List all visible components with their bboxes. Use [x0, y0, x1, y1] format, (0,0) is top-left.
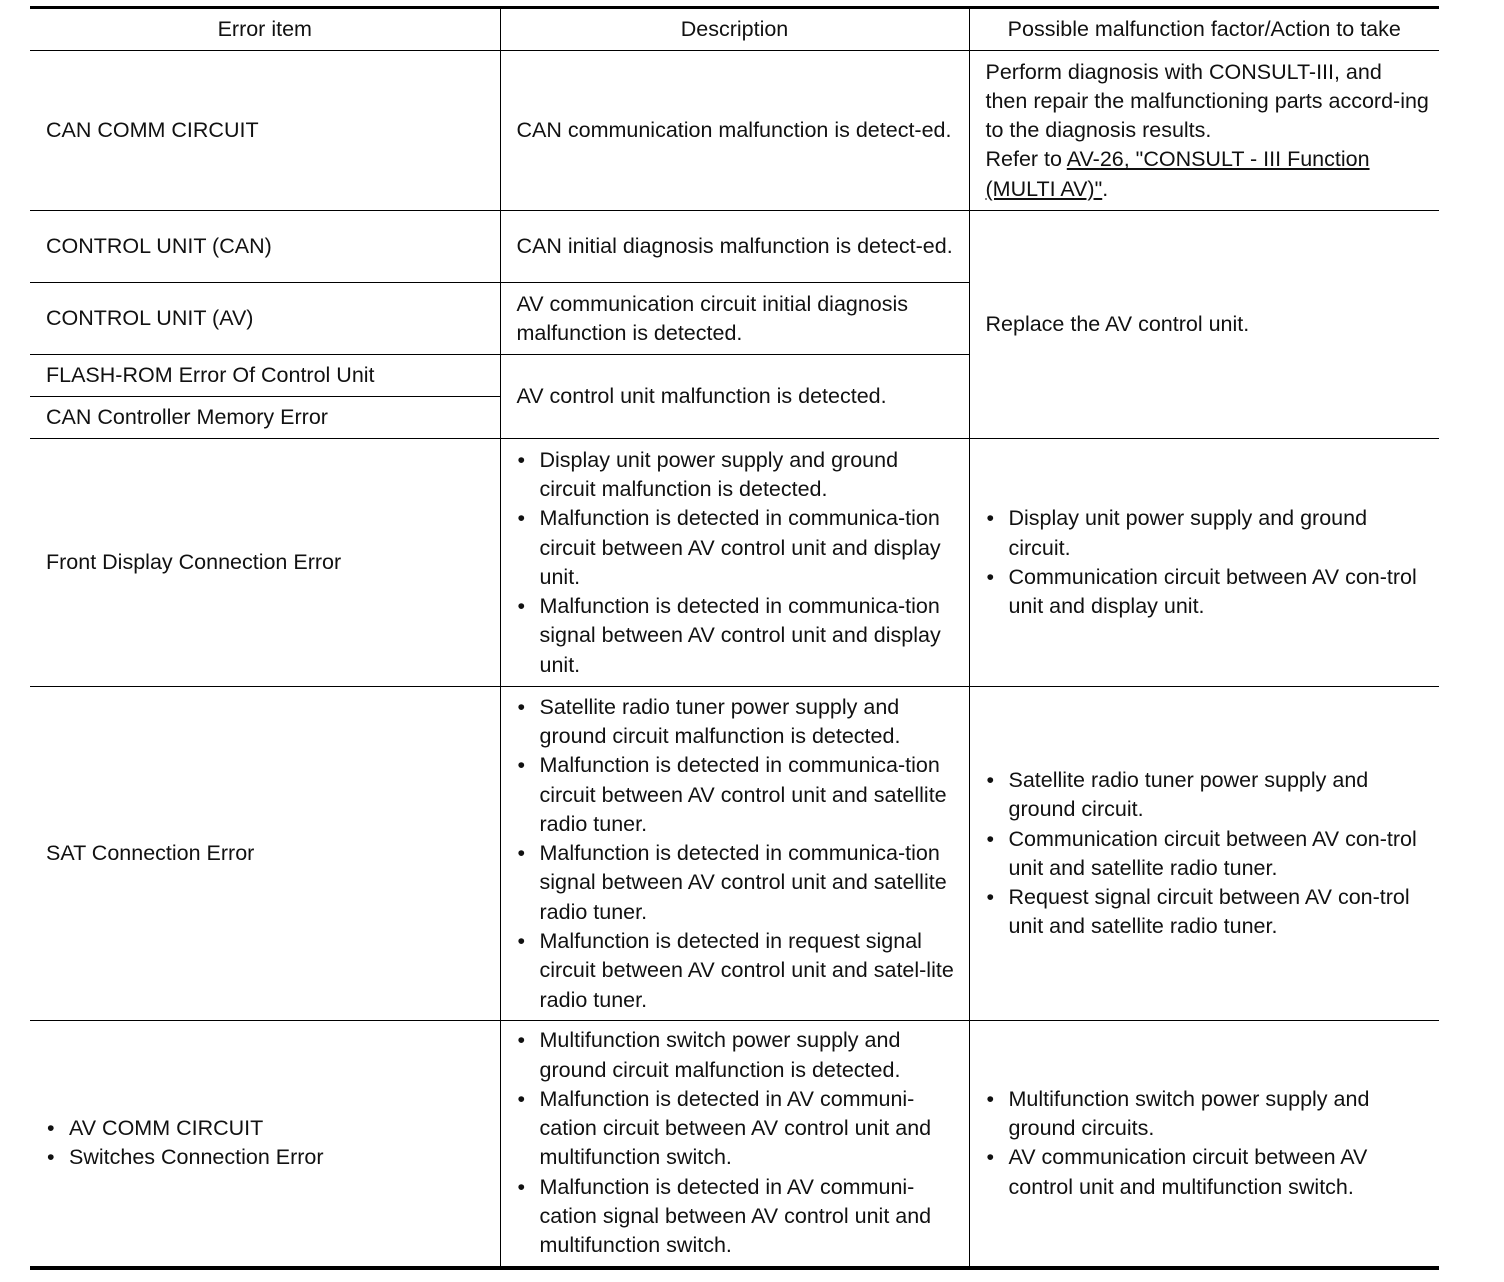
table-row [30, 51, 1439, 211]
list-item: • AV COMM CIRCUIT [46, 1114, 490, 1143]
list-item: • Malfunction is detected in AV communi-cation signal between AV control unit and multifunction switch. [517, 1173, 959, 1261]
action-cell [969, 1021, 1439, 1268]
description-list [517, 446, 959, 680]
error-item-cell: FLASH-ROM Error Of Control Unit [30, 355, 500, 397]
description-cell: AV control unit malfunction is detected. [500, 355, 969, 439]
description-cell: AV communication circuit initial diagnosis malfunction is detected. [500, 283, 969, 355]
error-item-cell [30, 1021, 500, 1268]
refer-suffix: . [1102, 176, 1109, 201]
header-row [30, 8, 1439, 51]
list-item: • Switches Connection Error [46, 1143, 490, 1172]
list-item: • Communication circuit between AV con-trol unit and display unit. [986, 563, 1430, 622]
error-item-list [46, 1114, 490, 1173]
error-item-cell: Front Display Connection Error [30, 439, 500, 687]
list-item: • Malfunction is detected in AV communi-cation circuit between AV control unit and multifunction switch. [517, 1085, 959, 1173]
error-item-cell: CAN COMM CIRCUIT [30, 51, 500, 211]
list-item: • Display unit power supply and ground circuit. [986, 504, 1430, 563]
description-cell [500, 439, 969, 687]
description-cell: CAN communication malfunction is detect-ed. [500, 51, 969, 211]
header-description: Description [500, 8, 969, 51]
list-item: • Satellite radio tuner power supply and ground circuit malfunction is detected. [517, 693, 959, 752]
action-cell [969, 51, 1439, 211]
table-row [30, 1021, 1439, 1268]
header-action: Possible malfunction factor/Action to take [969, 8, 1439, 51]
description-list [517, 1026, 959, 1260]
list-item: • Display unit power supply and ground circuit malfunction is detected. [517, 446, 959, 505]
action-cell: Replace the AV control unit. [969, 211, 1439, 439]
description-list [517, 693, 959, 1015]
table-row [30, 439, 1439, 687]
consult-function-link[interactable]: AV-26, "CONSULT - III Function (MULTI AV)" [985, 147, 1370, 201]
error-item-cell: CONTROL UNIT (CAN) [30, 211, 500, 283]
list-item: • Multifunction switch power supply and ground circuits. [986, 1085, 1430, 1144]
table-row [30, 211, 1439, 283]
action-list [986, 766, 1430, 942]
list-item: • Malfunction is detected in communica-tion signal between AV control unit and display unit. [517, 592, 959, 680]
error-diagnosis-table [30, 6, 1439, 1270]
error-item-cell: CONTROL UNIT (AV) [30, 283, 500, 355]
list-item: • Multifunction switch power supply and ground circuit malfunction is detected. [517, 1026, 959, 1085]
description-cell [500, 687, 969, 1021]
action-cell [969, 687, 1439, 1021]
action-cell [969, 439, 1439, 687]
action-list [986, 1085, 1430, 1202]
refer-prefix: Refer to [985, 147, 1067, 172]
description-cell: CAN initial diagnosis malfunction is detect-ed. [500, 211, 969, 283]
list-item: • Malfunction is detected in communica-tion signal between AV control unit and satellite radio tuner. [517, 839, 959, 927]
header-error-item: Error item [30, 8, 500, 51]
list-item: • Malfunction is detected in communica-tion circuit between AV control unit and display unit. [517, 504, 959, 592]
list-item: • Satellite radio tuner power supply and ground circuit. [986, 766, 1430, 825]
action-list [986, 504, 1430, 621]
error-item-cell: CAN Controller Memory Error [30, 397, 500, 439]
list-item: • Request signal circuit between AV con-trol unit and satellite radio tuner. [986, 883, 1430, 942]
list-item: • Malfunction is detected in communica-tion circuit between AV control unit and satellite radio tuner. [517, 751, 959, 839]
list-item: • AV communication circuit between AV control unit and multifunction switch. [986, 1143, 1430, 1202]
list-item: • Malfunction is detected in request signal circuit between AV control unit and satel-lite radio tuner. [517, 927, 959, 1015]
table-row [30, 687, 1439, 1021]
error-item-cell: SAT Connection Error [30, 687, 500, 1021]
action-text: Perform diagnosis with CONSULT-III, and then repair the malfunctioning parts accord-ing to the diagnosis results. [985, 59, 1429, 143]
list-item: • Communication circuit between AV con-trol unit and satellite radio tuner. [986, 825, 1430, 884]
description-cell [500, 1021, 969, 1268]
